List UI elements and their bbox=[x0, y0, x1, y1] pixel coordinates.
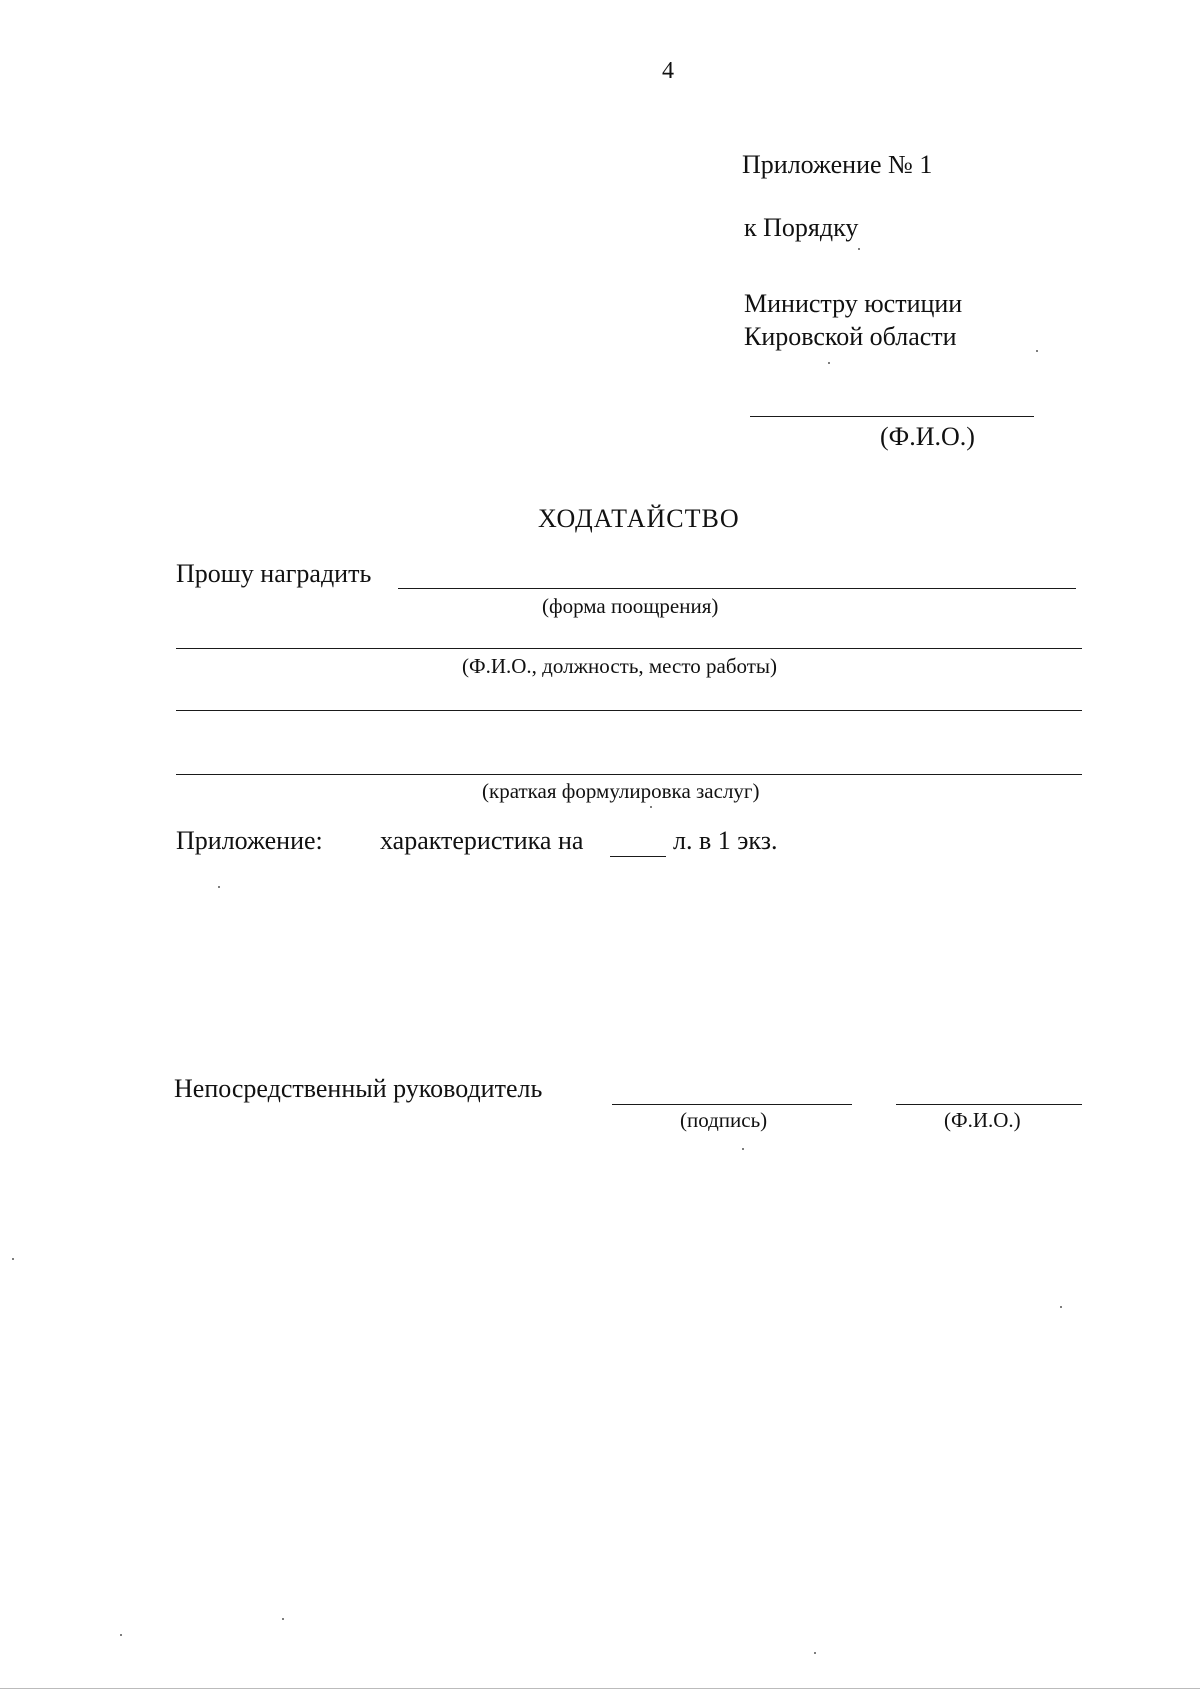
scan-speck bbox=[218, 886, 220, 888]
scan-speck bbox=[650, 806, 652, 808]
scan-speck bbox=[828, 362, 830, 364]
scan-edge bbox=[0, 1688, 1200, 1689]
person-caption: (Ф.И.О., должность, место работы) bbox=[462, 654, 778, 678]
addressee-line1: Министру юстиции bbox=[744, 289, 963, 318]
merits-blank-1 bbox=[176, 710, 1082, 711]
scan-speck bbox=[814, 1652, 816, 1654]
attachment-text: характеристика на bbox=[380, 826, 584, 855]
attachment-copies: л. в 1 экз. bbox=[673, 826, 778, 855]
scan-speck bbox=[858, 248, 860, 250]
order-reference: к Порядку bbox=[744, 213, 859, 242]
award-form-caption: (форма поощрения) bbox=[542, 594, 719, 618]
attachment-label: Приложение: bbox=[176, 826, 323, 855]
scan-speck bbox=[282, 1618, 284, 1620]
signatory-name-blank bbox=[896, 1104, 1082, 1105]
signature-caption: (подпись) bbox=[680, 1108, 768, 1132]
page-number: 4 bbox=[662, 58, 674, 84]
person-blank bbox=[176, 648, 1082, 649]
signatory-label: Непосредственный руководитель bbox=[174, 1074, 543, 1103]
appendix-label: Приложение № 1 bbox=[742, 150, 933, 179]
sheets-count-blank bbox=[610, 856, 666, 857]
scan-speck bbox=[1036, 350, 1038, 352]
scan-speck bbox=[120, 1634, 122, 1636]
scan-speck bbox=[12, 1258, 14, 1260]
scan-speck bbox=[742, 1148, 744, 1150]
signatory-name-caption: (Ф.И.О.) bbox=[944, 1108, 1021, 1132]
scan-speck bbox=[1060, 1306, 1062, 1308]
merits-blank-2 bbox=[176, 774, 1082, 775]
request-lead: Прошу наградить bbox=[176, 559, 372, 588]
addressee-line2: Кировской области bbox=[744, 322, 957, 351]
addressee-name-caption: (Ф.И.О.) bbox=[880, 422, 975, 451]
signature-blank bbox=[612, 1104, 852, 1105]
award-form-blank bbox=[398, 588, 1076, 589]
addressee-name-blank bbox=[750, 416, 1034, 417]
document-title: ХОДАТАЙСТВО bbox=[538, 504, 740, 533]
merits-caption: (краткая формулировка заслуг) bbox=[482, 779, 760, 803]
